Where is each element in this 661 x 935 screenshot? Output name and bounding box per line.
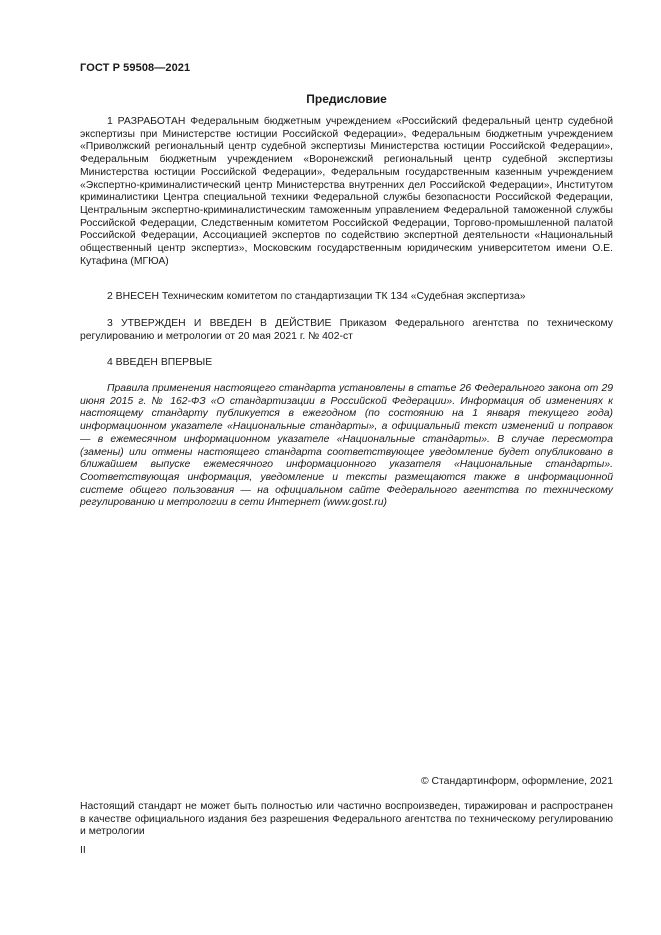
page-title: Предисловие bbox=[306, 92, 387, 106]
standard-code-header: ГОСТ Р 59508—2021 bbox=[80, 62, 191, 74]
paragraph-approved: 3 УТВЕРЖДЕН И ВВЕДЕН В ДЕЙСТВИЕ Приказом Федерального агентства по техническому регулированию и метрологии от 20 мая 2021 г. № 402-ст bbox=[80, 318, 613, 342]
paragraph-introduced-by: 2 ВНЕСЕН Техническим комитетом по стандартизации ТК 134 «Судебная экспертиза» bbox=[107, 291, 526, 302]
reproduction-notice: Настоящий стандарт не может быть полностью или частично воспроизведен, тиражирован и распространен в качестве официального издания без разрешения Федерального агентства по техническому регулированию и метрологии bbox=[80, 801, 613, 838]
paragraph-first-introduced: 4 ВВЕДЕН ВПЕРВЫЕ bbox=[107, 357, 213, 368]
paragraph-application-rules: Правила применения настоящего стандарта установлены в статье 26 Федерального закона от 29 июня 2015 г. № 162-ФЗ «О стандартизации в Российской Федерации». Информация об изменениях к настоящему стандарту публикуется в ежегодном (по состоянию на 1 января текущего года) информационном указателе «Национальные стандарты», а официальный текст изменений и поправок — в ежемесячном информационном указателе «Национальные стандарты». В случае пересмотра (замены) или отмены настоящего стандарта соответствующее уведомление будет опубликовано в ближайшем выпуске ежемесячного информационного указателя «Национальные стандарты». Соответствующая информация, уведомление и тексты размещаются также в информационной системе общего пользования — на официальном сайте Федерального агентства по техническому регулированию и метрологии в сети Интернет (www.gost.ru) bbox=[80, 383, 613, 509]
page-number: II bbox=[80, 845, 86, 856]
copyright-notice: © Стандартинформ, оформление, 2021 bbox=[420, 776, 613, 787]
paragraph-developed-by: 1 РАЗРАБОТАН Федеральным бюджетным учреждением «Российский федеральный центр судебной экспертизы при Министерстве юстиции Российской Федерации», Федеральным бюджетным учреждением «Приволжский региональный центр судебной экспертизы Министерства юстиции Российской Федерации», Федеральным бюджетным учреждением «Воронежский региональный центр судебной экспертизы Министерства юстиции Российской Федерации», Федеральным государственным казенным учреждением «Экспертно-криминалистический центр Министерства внутренних дел Российской Федерации», Институтом криминалистики Центра специальной техники Федеральной службы безопасности Российской Федерации, Центральным экспертно-криминалистическим таможенным управлением Федеральной таможенной службы Российской Федерации, Следственным комитетом Российской Федерации, Торгово-промышленной палатой Российской Федерации, Ассоциацией экспертов по содействию экспертной деятельности «Национальный общественный центр экспертиз», Московским государственным юридическим университетом имени О.Е. Кутафина (МГЮА) bbox=[80, 116, 613, 267]
